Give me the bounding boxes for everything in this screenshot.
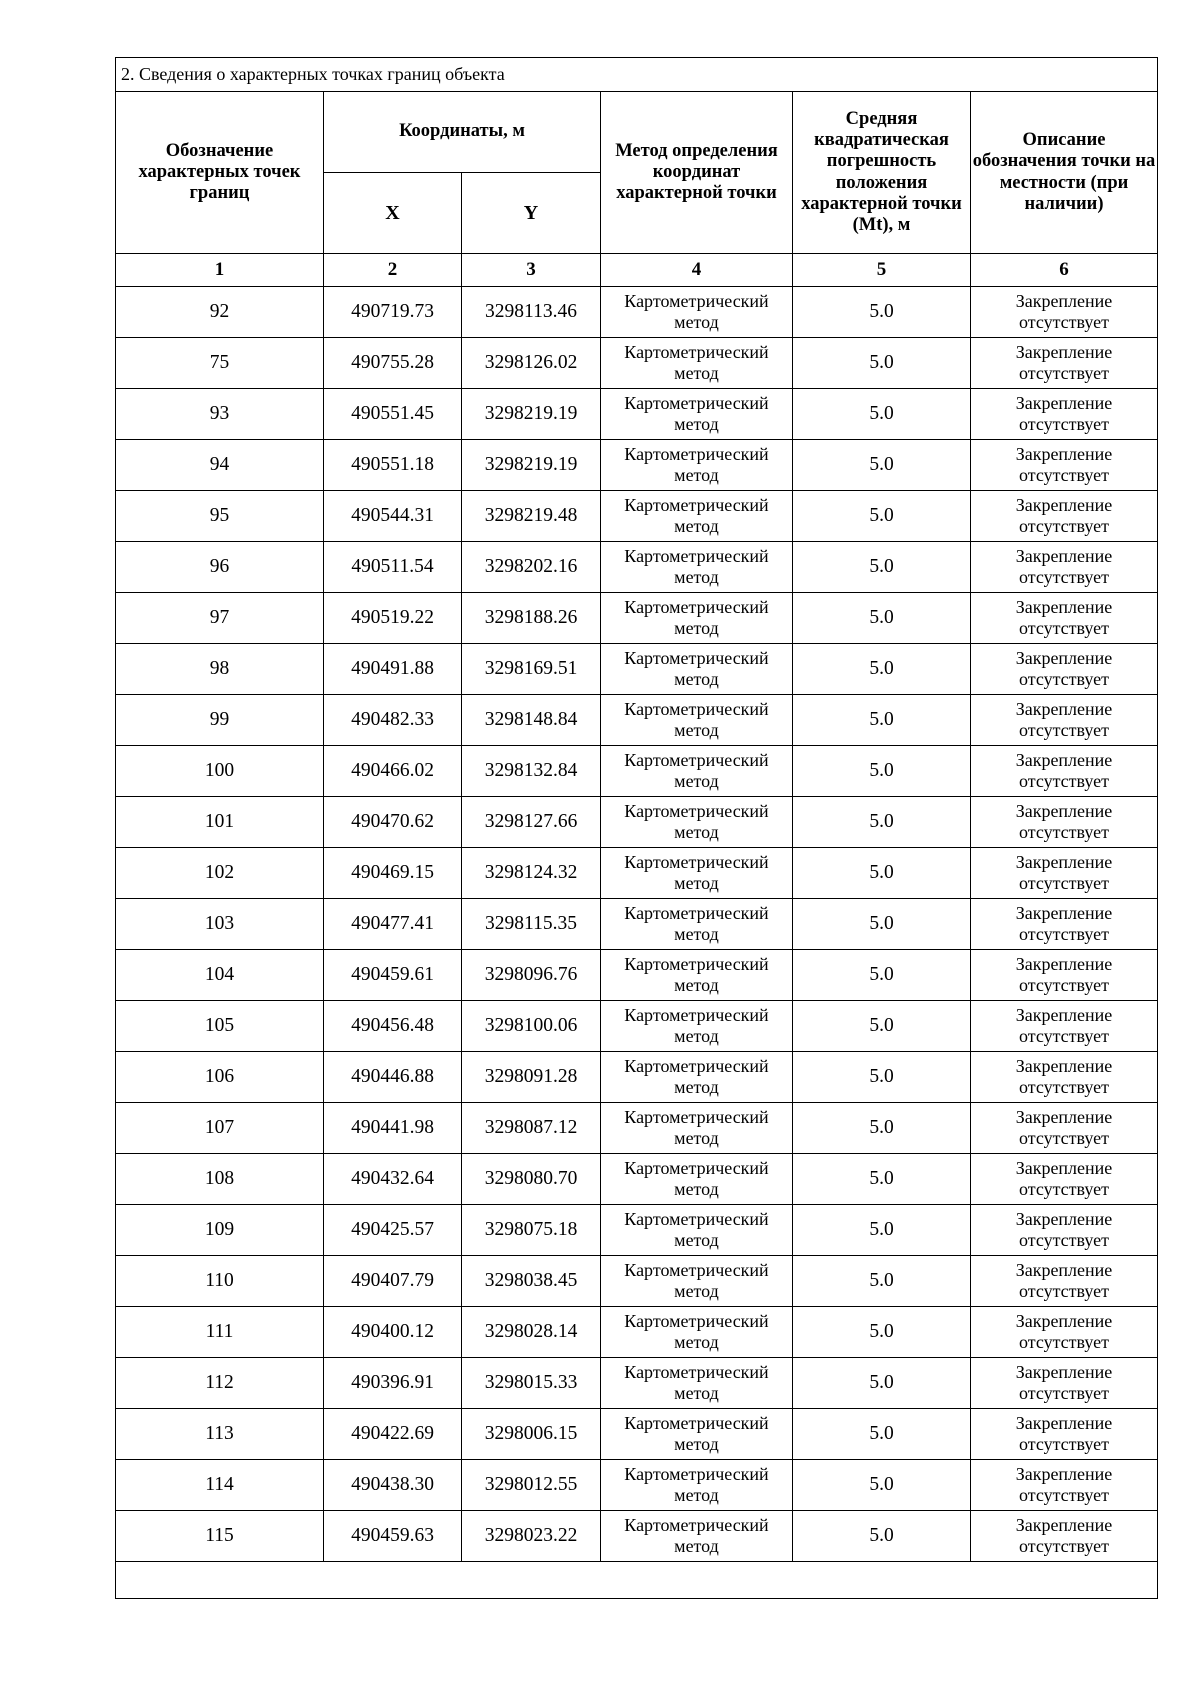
mean-error: 5.0 [793, 899, 971, 950]
method-line-1: Картометрический [624, 1158, 769, 1179]
point-id: 106 [116, 1052, 324, 1103]
method-line-2: метод [674, 669, 719, 689]
coord-y: 3298012.55 [462, 1460, 601, 1511]
coord-x: 490446.88 [324, 1052, 462, 1103]
description-line-1: Закрепление [1015, 648, 1113, 669]
table-row [116, 593, 1158, 644]
method-line-1: Картометрический [624, 1515, 769, 1536]
table-row [116, 644, 1158, 695]
method-line-2: метод [674, 1281, 719, 1301]
table-row [116, 440, 1158, 491]
description-line-1: Закрепление [1015, 903, 1113, 924]
method-line-2: метод [674, 1179, 719, 1199]
description-cell [971, 491, 1158, 542]
coord-y: 3298115.35 [462, 899, 601, 950]
coord-x: 490719.73 [324, 287, 462, 338]
description-line-1: Закрепление [1015, 1209, 1113, 1230]
method-cell [601, 1256, 793, 1307]
method-line-1: Картометрический [624, 801, 769, 822]
method-cell [601, 950, 793, 1001]
description-line-2: отсутствует [1018, 1077, 1110, 1097]
description-cell [971, 440, 1158, 491]
description-line-2: отсутствует [1018, 1230, 1110, 1250]
coord-y: 3298148.84 [462, 695, 601, 746]
table-row [116, 338, 1158, 389]
method-line-1: Картометрический [624, 444, 769, 465]
table-row [116, 1052, 1158, 1103]
point-id: 112 [116, 1358, 324, 1409]
mean-error: 5.0 [793, 950, 971, 1001]
description-cell [971, 644, 1158, 695]
table-body [116, 287, 1158, 1562]
coord-y: 3298126.02 [462, 338, 601, 389]
method-line-2: метод [674, 975, 719, 995]
header-description: Описание обозначения точки на местности (при наличии) [971, 92, 1158, 254]
description-line-1: Закрепление [1015, 1362, 1113, 1383]
coord-y: 3298091.28 [462, 1052, 601, 1103]
description-line-2: отсутствует [1018, 1128, 1110, 1148]
method-cell [601, 1358, 793, 1409]
header-mean-error: Средняя квадратическая погрешность положения характерной точки (Mt), м [793, 92, 971, 254]
column-number: 6 [971, 254, 1158, 287]
description-line-2: отсутствует [1018, 1485, 1110, 1505]
coord-y: 3298202.16 [462, 542, 601, 593]
point-id: 93 [116, 389, 324, 440]
table-row [116, 491, 1158, 542]
section-title: 2. Сведения о характерных точках границ объекта [116, 58, 1158, 92]
header-x: X [324, 173, 462, 254]
description-line-1: Закрепление [1015, 393, 1113, 414]
method-line-1: Картометрический [624, 546, 769, 567]
mean-error: 5.0 [793, 1511, 971, 1562]
coord-x: 490400.12 [324, 1307, 462, 1358]
coord-y: 3298127.66 [462, 797, 601, 848]
method-line-2: метод [674, 1383, 719, 1403]
mean-error: 5.0 [793, 746, 971, 797]
table-row [116, 1256, 1158, 1307]
method-line-1: Картометрический [624, 1311, 769, 1332]
table-row [116, 797, 1158, 848]
method-cell [601, 695, 793, 746]
description-cell [971, 1460, 1158, 1511]
description-line-1: Закрепление [1015, 750, 1113, 771]
description-line-2: отсутствует [1018, 1179, 1110, 1199]
description-cell [971, 1205, 1158, 1256]
coord-x: 490511.54 [324, 542, 462, 593]
description-line-1: Закрепление [1015, 1158, 1113, 1179]
description-line-2: отсутствует [1018, 1332, 1110, 1352]
point-id: 94 [116, 440, 324, 491]
description-cell [971, 593, 1158, 644]
description-cell [971, 542, 1158, 593]
description-line-2: отсутствует [1018, 1434, 1110, 1454]
method-line-1: Картометрический [624, 291, 769, 312]
table-row [116, 1409, 1158, 1460]
description-cell [971, 1001, 1158, 1052]
method-line-2: метод [674, 1128, 719, 1148]
description-cell [971, 848, 1158, 899]
method-line-2: метод [674, 414, 719, 434]
description-line-1: Закрепление [1015, 291, 1113, 312]
point-id: 108 [116, 1154, 324, 1205]
coord-x: 490396.91 [324, 1358, 462, 1409]
method-line-2: метод [674, 822, 719, 842]
method-cell [601, 1103, 793, 1154]
table-row [116, 1358, 1158, 1409]
table-row [116, 1205, 1158, 1256]
description-line-2: отсутствует [1018, 771, 1110, 791]
method-line-1: Картометрический [624, 1362, 769, 1383]
column-numbers-row [116, 254, 1158, 287]
method-cell [601, 899, 793, 950]
coord-x: 490459.63 [324, 1511, 462, 1562]
description-cell [971, 287, 1158, 338]
coord-y: 3298219.19 [462, 389, 601, 440]
coord-x: 490438.30 [324, 1460, 462, 1511]
method-cell [601, 1205, 793, 1256]
mean-error: 5.0 [793, 1103, 971, 1154]
mean-error: 5.0 [793, 542, 971, 593]
column-number: 1 [116, 254, 324, 287]
table-row [116, 287, 1158, 338]
mean-error: 5.0 [793, 593, 971, 644]
mean-error: 5.0 [793, 338, 971, 389]
table-row [116, 1307, 1158, 1358]
table-row [116, 1001, 1158, 1052]
coord-x: 490432.64 [324, 1154, 462, 1205]
column-number: 3 [462, 254, 601, 287]
description-line-2: отсутствует [1018, 669, 1110, 689]
boundary-points-table [115, 57, 1158, 1599]
mean-error: 5.0 [793, 1001, 971, 1052]
description-line-1: Закрепление [1015, 1311, 1113, 1332]
coord-x: 490551.18 [324, 440, 462, 491]
point-id: 97 [116, 593, 324, 644]
method-line-2: метод [674, 567, 719, 587]
table-row [116, 1154, 1158, 1205]
coord-y: 3298096.76 [462, 950, 601, 1001]
coord-y: 3298028.14 [462, 1307, 601, 1358]
method-line-1: Картометрический [624, 1464, 769, 1485]
method-cell [601, 1409, 793, 1460]
coord-x: 490482.33 [324, 695, 462, 746]
mean-error: 5.0 [793, 1460, 971, 1511]
method-line-2: метод [674, 1434, 719, 1454]
table-row [116, 746, 1158, 797]
description-line-2: отсутствует [1018, 822, 1110, 842]
mean-error: 5.0 [793, 1409, 971, 1460]
table-row [116, 1460, 1158, 1511]
description-line-2: отсутствует [1018, 567, 1110, 587]
method-line-1: Картометрический [624, 1056, 769, 1077]
point-id: 113 [116, 1409, 324, 1460]
method-line-1: Картометрический [624, 750, 769, 771]
mean-error: 5.0 [793, 644, 971, 695]
description-line-2: отсутствует [1018, 975, 1110, 995]
method-line-2: метод [674, 1332, 719, 1352]
method-line-1: Картометрический [624, 954, 769, 975]
coord-y: 3298015.33 [462, 1358, 601, 1409]
coord-y: 3298169.51 [462, 644, 601, 695]
method-cell [601, 287, 793, 338]
point-id: 109 [116, 1205, 324, 1256]
method-line-1: Картометрический [624, 1209, 769, 1230]
method-cell [601, 797, 793, 848]
method-line-1: Картометрический [624, 648, 769, 669]
method-line-2: метод [674, 873, 719, 893]
method-line-1: Картометрический [624, 597, 769, 618]
mean-error: 5.0 [793, 1052, 971, 1103]
mean-error: 5.0 [793, 848, 971, 899]
point-id: 115 [116, 1511, 324, 1562]
point-id: 110 [116, 1256, 324, 1307]
method-line-2: метод [674, 1077, 719, 1097]
method-line-2: метод [674, 516, 719, 536]
header-point-designation: Обозначение характерных точек границ [116, 92, 324, 254]
point-id: 101 [116, 797, 324, 848]
mean-error: 5.0 [793, 1358, 971, 1409]
coord-x: 490456.48 [324, 1001, 462, 1052]
coord-x: 490407.79 [324, 1256, 462, 1307]
document-page [115, 57, 1157, 1599]
method-cell [601, 338, 793, 389]
point-id: 105 [116, 1001, 324, 1052]
method-line-2: метод [674, 924, 719, 944]
method-line-2: метод [674, 312, 719, 332]
description-line-1: Закрепление [1015, 546, 1113, 567]
method-line-1: Картометрический [624, 495, 769, 516]
coord-x: 490551.45 [324, 389, 462, 440]
description-cell [971, 1052, 1158, 1103]
description-line-1: Закрепление [1015, 1107, 1113, 1128]
method-line-1: Картометрический [624, 852, 769, 873]
point-id: 92 [116, 287, 324, 338]
method-cell [601, 542, 793, 593]
method-line-1: Картометрический [624, 1413, 769, 1434]
coord-x: 490519.22 [324, 593, 462, 644]
mean-error: 5.0 [793, 440, 971, 491]
point-id: 99 [116, 695, 324, 746]
description-line-1: Закрепление [1015, 1515, 1113, 1536]
method-line-1: Картометрический [624, 1260, 769, 1281]
mean-error: 5.0 [793, 1256, 971, 1307]
table-row [116, 899, 1158, 950]
description-line-2: отсутствует [1018, 1536, 1110, 1556]
description-cell [971, 899, 1158, 950]
column-number: 2 [324, 254, 462, 287]
mean-error: 5.0 [793, 389, 971, 440]
table-row [116, 389, 1158, 440]
method-cell [601, 848, 793, 899]
description-cell [971, 1511, 1158, 1562]
point-id: 100 [116, 746, 324, 797]
method-line-2: метод [674, 771, 719, 791]
description-line-2: отсутствует [1018, 873, 1110, 893]
coord-x: 490466.02 [324, 746, 462, 797]
method-cell [601, 644, 793, 695]
method-cell [601, 491, 793, 542]
coord-y: 3298023.22 [462, 1511, 601, 1562]
description-line-1: Закрепление [1015, 852, 1113, 873]
method-cell [601, 1511, 793, 1562]
description-line-2: отсутствует [1018, 924, 1110, 944]
coord-y: 3298038.45 [462, 1256, 601, 1307]
description-cell [971, 695, 1158, 746]
coord-y: 3298132.84 [462, 746, 601, 797]
column-number: 4 [601, 254, 793, 287]
description-line-2: отсутствует [1018, 618, 1110, 638]
method-line-2: метод [674, 465, 719, 485]
description-line-2: отсутствует [1018, 516, 1110, 536]
description-line-1: Закрепление [1015, 699, 1113, 720]
point-id: 75 [116, 338, 324, 389]
coord-x: 490544.31 [324, 491, 462, 542]
header-method: Метод определения координат характерной точки [601, 92, 793, 254]
point-id: 95 [116, 491, 324, 542]
method-cell [601, 1307, 793, 1358]
empty-footer-row [116, 1562, 1158, 1599]
method-cell [601, 389, 793, 440]
coord-x: 490755.28 [324, 338, 462, 389]
coord-x: 490459.61 [324, 950, 462, 1001]
coord-x: 490469.15 [324, 848, 462, 899]
table-row [116, 1103, 1158, 1154]
header-coordinates: Координаты, м [324, 92, 601, 173]
description-cell [971, 1358, 1158, 1409]
method-line-1: Картометрический [624, 903, 769, 924]
coord-y: 3298087.12 [462, 1103, 601, 1154]
point-id: 104 [116, 950, 324, 1001]
method-cell [601, 1460, 793, 1511]
method-line-2: метод [674, 1026, 719, 1046]
method-line-2: метод [674, 1536, 719, 1556]
mean-error: 5.0 [793, 1205, 971, 1256]
table-row [116, 950, 1158, 1001]
coord-x: 490470.62 [324, 797, 462, 848]
coord-y: 3298124.32 [462, 848, 601, 899]
method-cell [601, 1154, 793, 1205]
method-cell [601, 1052, 793, 1103]
description-line-2: отсутствует [1018, 363, 1110, 383]
description-line-2: отсутствует [1018, 1281, 1110, 1301]
description-cell [971, 950, 1158, 1001]
mean-error: 5.0 [793, 1307, 971, 1358]
method-line-1: Картометрический [624, 699, 769, 720]
method-cell [601, 746, 793, 797]
coord-x: 490422.69 [324, 1409, 462, 1460]
method-line-2: метод [674, 720, 719, 740]
description-cell [971, 746, 1158, 797]
coord-x: 490441.98 [324, 1103, 462, 1154]
description-cell [971, 389, 1158, 440]
method-line-1: Картометрический [624, 393, 769, 414]
description-cell [971, 1409, 1158, 1460]
description-cell [971, 338, 1158, 389]
method-line-2: метод [674, 1230, 719, 1250]
method-cell [601, 1001, 793, 1052]
method-line-1: Картометрический [624, 1005, 769, 1026]
method-line-1: Картометрический [624, 1107, 769, 1128]
header-y: Y [462, 173, 601, 254]
method-line-2: метод [674, 363, 719, 383]
description-line-1: Закрепление [1015, 801, 1113, 822]
mean-error: 5.0 [793, 695, 971, 746]
description-line-1: Закрепление [1015, 1005, 1113, 1026]
description-cell [971, 1154, 1158, 1205]
description-line-2: отсутствует [1018, 312, 1110, 332]
point-id: 114 [116, 1460, 324, 1511]
method-cell [601, 593, 793, 644]
method-cell [601, 440, 793, 491]
mean-error: 5.0 [793, 1154, 971, 1205]
description-cell [971, 1103, 1158, 1154]
coord-y: 3298188.26 [462, 593, 601, 644]
method-line-1: Картометрический [624, 342, 769, 363]
coord-y: 3298113.46 [462, 287, 601, 338]
coord-y: 3298219.19 [462, 440, 601, 491]
point-id: 102 [116, 848, 324, 899]
description-line-2: отсутствует [1018, 720, 1110, 740]
coord-y: 3298006.15 [462, 1409, 601, 1460]
description-line-2: отсутствует [1018, 1026, 1110, 1046]
point-id: 107 [116, 1103, 324, 1154]
table-row [116, 1511, 1158, 1562]
coord-y: 3298100.06 [462, 1001, 601, 1052]
description-line-1: Закрепление [1015, 1413, 1113, 1434]
description-line-2: отсутствует [1018, 414, 1110, 434]
description-line-1: Закрепление [1015, 1464, 1113, 1485]
coord-x: 490425.57 [324, 1205, 462, 1256]
description-line-1: Закрепление [1015, 342, 1113, 363]
point-id: 98 [116, 644, 324, 695]
description-line-1: Закрепление [1015, 495, 1113, 516]
method-line-2: метод [674, 618, 719, 638]
coord-y: 3298080.70 [462, 1154, 601, 1205]
description-cell [971, 797, 1158, 848]
point-id: 96 [116, 542, 324, 593]
description-line-2: отсутствует [1018, 1383, 1110, 1403]
point-id: 111 [116, 1307, 324, 1358]
mean-error: 5.0 [793, 287, 971, 338]
column-number: 5 [793, 254, 971, 287]
description-line-1: Закрепление [1015, 1260, 1113, 1281]
description-line-1: Закрепление [1015, 444, 1113, 465]
table-row [116, 695, 1158, 746]
description-line-1: Закрепление [1015, 954, 1113, 975]
mean-error: 5.0 [793, 491, 971, 542]
description-line-1: Закрепление [1015, 1056, 1113, 1077]
method-line-2: метод [674, 1485, 719, 1505]
description-line-2: отсутствует [1018, 465, 1110, 485]
coord-y: 3298075.18 [462, 1205, 601, 1256]
coord-y: 3298219.48 [462, 491, 601, 542]
description-line-1: Закрепление [1015, 597, 1113, 618]
mean-error: 5.0 [793, 797, 971, 848]
coord-x: 490491.88 [324, 644, 462, 695]
description-cell [971, 1256, 1158, 1307]
point-id: 103 [116, 899, 324, 950]
coord-x: 490477.41 [324, 899, 462, 950]
table-row [116, 848, 1158, 899]
description-cell [971, 1307, 1158, 1358]
table-row [116, 542, 1158, 593]
